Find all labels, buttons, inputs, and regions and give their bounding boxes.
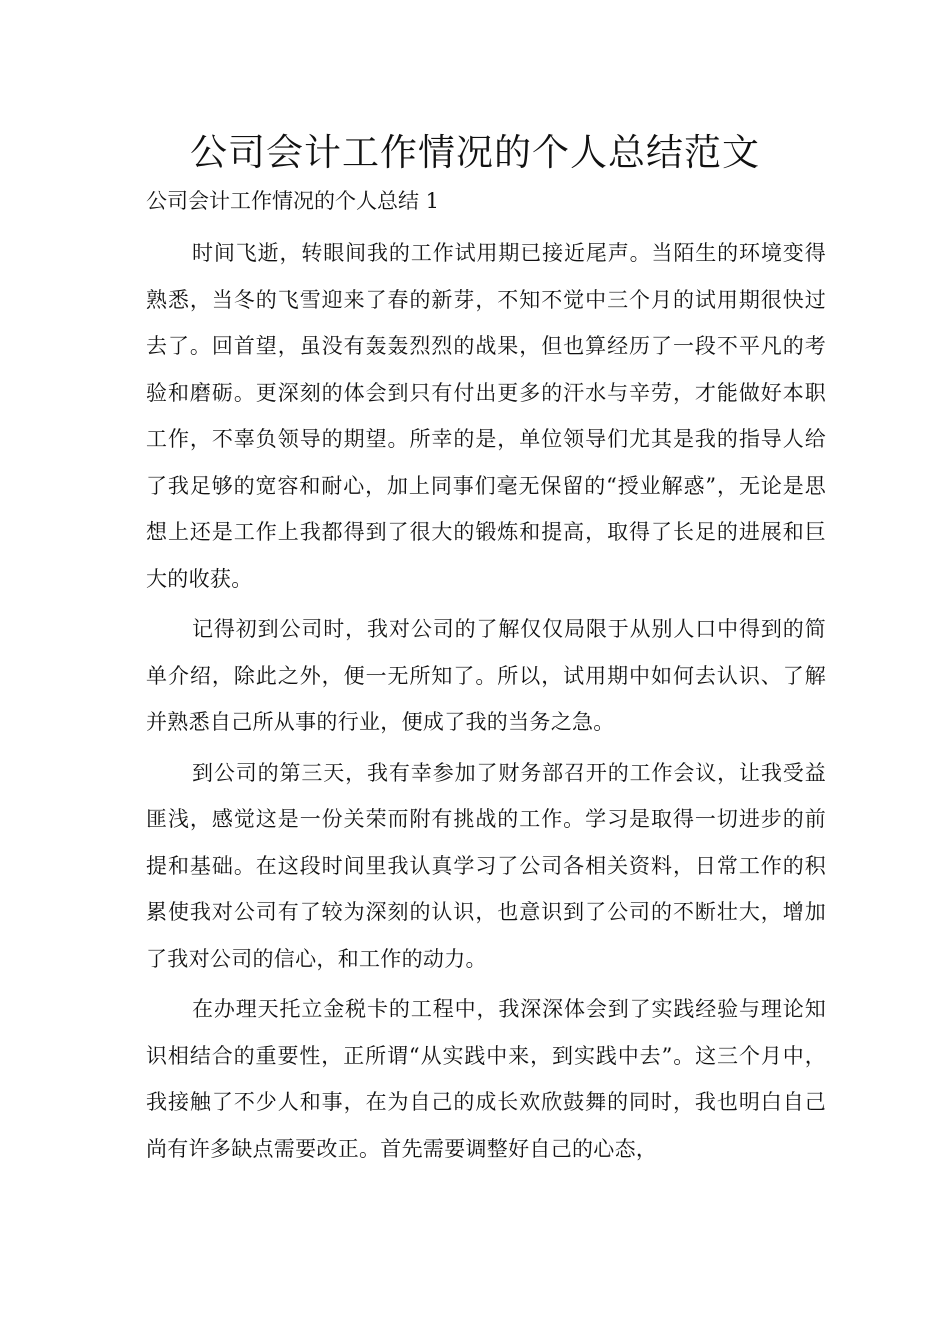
document-title: 公司会计工作情况的个人总结范文 <box>190 131 760 174</box>
section-heading: 公司会计工作情况的个人总结 1 <box>146 189 440 213</box>
paragraph-2: 记得初到公司时，我对公司的了解仅仅局限于从别人口中得到的简单介绍，除此之外，便一无所知了。所以，试用期中如何去认识、了解并熟悉自己所从事的行业，便成了我的当务之急。 <box>146 617 826 734</box>
paragraph-3: 到公司的第三天，我有幸参加了财务部召开的工作会议，让我受益匪浅，感觉这是一份关荣而附有挑战的工作。学习是取得一切进步的前提和基础。在这段时间里我认真学习了公司各相关资料，日常工作的积累使我对公司有了较为深刻的认识，也意识到了公司的不断壮大，增加了我对公司的信心，和工作的动力。 <box>146 760 826 971</box>
document-body <box>146 230 826 1172</box>
paragraph-1: 时间飞逝，转眼间我的工作试用期已接近尾声。当陌生的环境变得熟悉，当冬的飞雪迎来了春的新芽，不知不觉中三个月的试用期很快过去了。回首望，虽没有轰轰烈烈的战果，但也算经历了一段不平凡的考验和磨砺。更深刻的体会到只有付出更多的汗水与辛劳，才能做好本职工作，不辜负领导的期望。所幸的是，单位领导们尤其是我的指导人给了我足够的宽容和耐心，加上同事们毫无保留的“授业解惑”，无论是思想上还是工作上我都得到了很大的锻炼和提高，取得了长足的进展和巨大的收获。 <box>146 241 826 591</box>
paragraph-4: 在办理天托立金税卡的工程中，我深深体会到了实践经验与理论知识相结合的重要性，正所谓“从实践中来，到实践中去”。这三个月中，我接触了不少人和事，在为自己的成长欢欣鼓舞的同时，我也明白自己尚有许多缺点需要改正。首先需要调整好自己的心态， <box>146 997 826 1161</box>
